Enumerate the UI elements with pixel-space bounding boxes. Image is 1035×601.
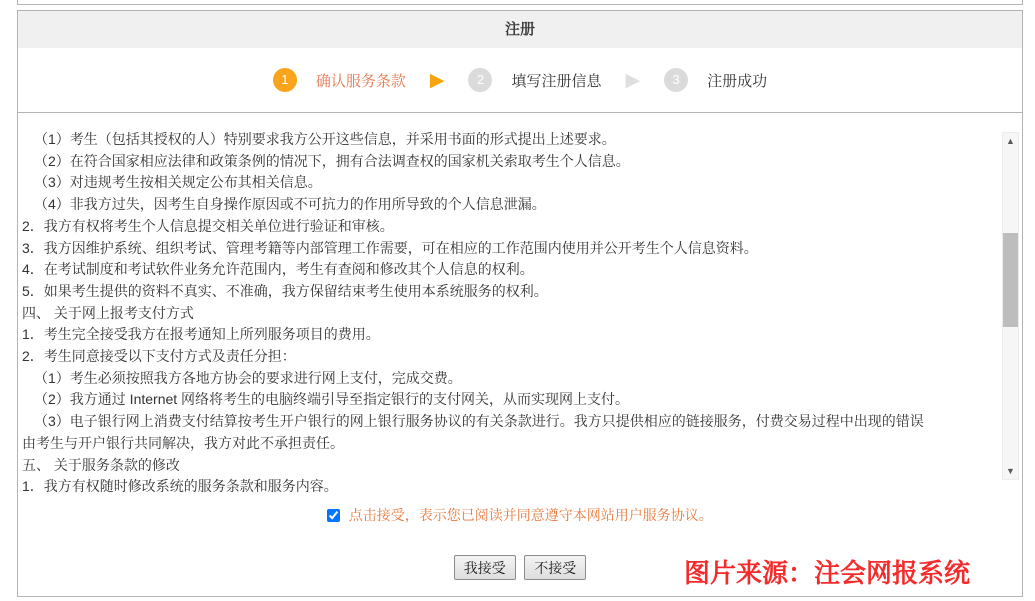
scroll-up-icon[interactable]: ▲ — [1006, 136, 1015, 146]
terms-line: 2．我方有权将考生个人信息提交相关单位进行验证和审核。 — [22, 217, 394, 234]
terms-line: 4．在考试制度和考试软件业务允许范围内，考生有查阅和修改其个人信息的权利。 — [22, 261, 534, 278]
step-1-badge: 1 — [273, 68, 297, 92]
terms-line: （1）考生必须按照我方各地方协会的要求进行网上支付，完成交费。 — [34, 369, 462, 386]
terms-line: 五、 关于服务条款的修改 — [22, 456, 180, 473]
terms-text — [18, 113, 1022, 498]
terms-line: 1．我方有权随时修改系统的服务条款和服务内容。 — [22, 478, 338, 495]
accept-terms-checkbox[interactable] — [327, 509, 340, 522]
terms-line: （4）非我方过失，因考生自身操作原因或不可抗力的作用所导致的个人信息泄漏。 — [34, 196, 546, 213]
top-divider — [17, 0, 1023, 5]
step-2-fill-info — [468, 68, 601, 92]
step-1-confirm-terms — [273, 68, 406, 92]
step-3-label: 注册成功 — [707, 72, 768, 90]
terms-line: 由考生与开户银行共同解决，我方对此不承担责任。 — [22, 434, 344, 451]
terms-line: 1．考生完全接受我方在报考通知上所列服务项目的费用。 — [22, 326, 380, 343]
accept-terms-label[interactable]: 点击接受，表示您已阅读并同意遵守本网站用户服务协议。 — [348, 507, 713, 523]
terms-line: 3．我方因维护系统、组织考试、管理考籍等内部管理工作需要，可在相应的工作范围内使用并公开考生个人信息资料。 — [22, 239, 758, 256]
terms-line: （2）在符合国家相应法律和政策条例的情况下，拥有合法调查权的国家机关索取考生个人信息。 — [34, 152, 630, 169]
accept-button[interactable]: 我接受 — [454, 555, 516, 580]
decline-button[interactable]: 不接受 — [524, 555, 586, 580]
step-3-badge: 3 — [664, 68, 688, 92]
terms-line: （2）我方通过 Internet 网络将考生的电脑终端引导至指定银行的支付网关，从而实现网上支付。 — [34, 391, 630, 408]
step-2-badge: 2 — [468, 68, 492, 92]
terms-line: 四、 关于网上报考支付方式 — [22, 304, 194, 321]
registration-panel — [17, 10, 1023, 597]
vertical-scrollbar[interactable] — [1002, 132, 1019, 480]
step-wizard — [18, 48, 1022, 113]
step-arrow-icon: ▶ — [625, 69, 641, 91]
terms-line: 2．考生同意接受以下支付方式及责任分担： — [22, 348, 296, 365]
terms-line: （3）电子银行网上消费支付结算按考生开户银行的网上银行服务协议的有关条款进行。我方只提供相应的链接服务，付费交易过程中出现的错误 — [34, 413, 924, 430]
scrollbar-thumb[interactable] — [1003, 233, 1018, 327]
terms-line: 5．如果考生提供的资料不真实、不准确，我方保留结束考生使用本系统服务的权利。 — [22, 282, 548, 299]
terms-line: （3）对违规考生按相关规定公布其相关信息。 — [34, 174, 322, 191]
terms-scroll-area — [18, 113, 1022, 498]
step-3-success — [664, 68, 767, 92]
step-1-label: 确认服务条款 — [315, 72, 406, 90]
step-2-label: 填写注册信息 — [511, 72, 602, 90]
agreement-row — [18, 505, 1022, 525]
terms-line: （1）考生（包括其授权的人）特别要求我方公开这些信息，并采用书面的形式提出上述要求。 — [34, 131, 616, 147]
step-arrow-icon: ▶ — [429, 69, 445, 91]
page-title: 注册 — [18, 11, 1022, 48]
image-source-watermark: 图片来源：注会网报系统 — [683, 558, 970, 588]
scroll-down-icon[interactable]: ▼ — [1006, 466, 1015, 476]
